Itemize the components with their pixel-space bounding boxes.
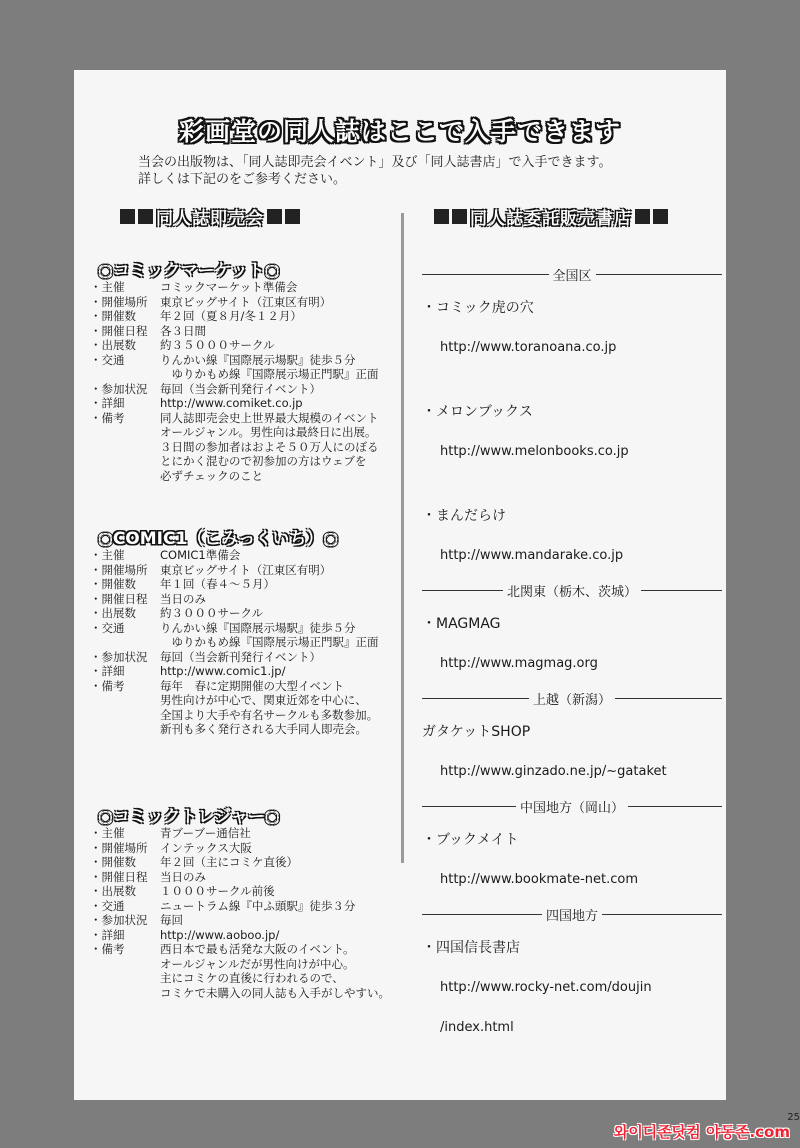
rule-line (641, 590, 722, 591)
heading-square-icon (138, 209, 153, 224)
detail-key: ・開催日程 (90, 323, 148, 338)
event-detail-row (90, 295, 410, 310)
detail-value: http://www.comiket.co.jp (160, 396, 303, 410)
region-label: 北関東（栃木、茨城） (507, 584, 638, 600)
detail-key: ・交通 (90, 352, 125, 367)
detail-key: ・出展数 (90, 606, 136, 620)
detail-value: 約３０００サークル (160, 606, 264, 620)
detail-value: 年１回（春４～５月） (160, 577, 275, 591)
heading-square-icon (285, 209, 300, 224)
region-header (422, 260, 722, 288)
event-detail-row (90, 563, 410, 578)
region-header (422, 792, 722, 820)
detail-value: http://www.aoboo.jp/ (160, 927, 280, 942)
right-heading-text: 同人誌委託販売書店 (470, 209, 632, 229)
store-name: ・コミック虎の穴 (422, 300, 534, 316)
detail-key: ・交通 (90, 898, 125, 913)
detail-key: ・交通 (90, 620, 125, 635)
store-url[interactable]: http://www.magmag.org (440, 656, 598, 671)
detail-key: ・参加状況 (90, 649, 148, 664)
detail-value: 東京ビッグサイト（江東区有明） (160, 562, 332, 577)
detail-value: 毎年 春に定期開催の大型イベント 男性向けが中心で、関東近郊を中心に、 全国より大手や有名サークルも多数参加。 新刊も多く発行される大手同人即売会。 (160, 678, 379, 736)
detail-key: ・開催場所 (90, 562, 148, 577)
event-detail-row (90, 382, 410, 397)
store-url[interactable]: http://www.ginzado.ne.jp/~gataket (440, 764, 667, 779)
event-detail-row (90, 899, 410, 914)
detail-key: ・開催場所 (90, 840, 148, 855)
detail-value: 毎回（当会新刊発行イベント） (160, 649, 321, 664)
detail-key: ・参加状況 (90, 381, 148, 396)
detail-key: ・出展数 (90, 338, 136, 352)
region-header (422, 684, 722, 712)
event-detail-row (90, 324, 410, 339)
detail-key: ・参加状況 (90, 913, 148, 927)
heading-square-icon (267, 209, 282, 224)
detail-value: 毎回 (160, 913, 183, 927)
detail-value: 当日のみ (160, 591, 206, 606)
event-block (90, 256, 410, 483)
region-label: 四国地方 (546, 908, 599, 924)
detail-value: 毎回（当会新刊発行イベント） (160, 381, 321, 396)
heading-square-icon (434, 209, 449, 224)
watermark: 와이디존닷컴 야동존.com (613, 1123, 790, 1141)
event-detail-row (90, 841, 410, 856)
store-name: ガタケットSHOP (422, 724, 531, 740)
event-detail-row (90, 664, 410, 679)
event-detail-row (90, 338, 410, 353)
rule-line (596, 274, 723, 275)
detail-value: 約３５０００サークル (160, 338, 275, 352)
event-detail-row (90, 679, 410, 737)
spacer (422, 368, 722, 392)
store-name: ・MAGMAG (422, 616, 501, 632)
detail-key: ・詳細 (90, 664, 125, 678)
intro-text (138, 154, 698, 188)
detail-value: 年２回（主にコミケ直後） (160, 855, 298, 869)
detail-value: りんかい線『国際展示場駅』徒歩５分 ゆりかもめ線『国際展示場正門駅』正面 (160, 620, 379, 649)
detail-key: ・主催 (90, 548, 125, 562)
intro-line-1: 当会の出版物は、「同人誌即売会イベント」及び「同人誌書店」で入手できます。 (138, 155, 612, 170)
event-detail-row (90, 650, 410, 665)
event-title: ○コミックトレジャー○ (98, 807, 280, 827)
store-name: ・まんだらけ (422, 508, 506, 524)
event-detail-row (90, 855, 410, 870)
detail-key: ・備考 (90, 410, 125, 425)
event-detail-row (90, 606, 410, 621)
region-label: 上越（新潟） (533, 692, 612, 708)
store-url[interactable]: http://www.bookmate-net.com (440, 872, 638, 887)
rule-line (615, 698, 722, 699)
rule-line (602, 914, 722, 915)
detail-key: ・詳細 (90, 927, 125, 942)
detail-value: COMIC1準備会 (160, 548, 241, 562)
event-detail-row (90, 928, 410, 943)
event-detail-row (90, 396, 410, 411)
detail-value: １０００サークル前後 (160, 884, 275, 898)
detail-key: ・開催数 (90, 577, 136, 591)
heading-square-icon (653, 209, 668, 224)
region-header (422, 900, 722, 928)
detail-key: ・開催日程 (90, 591, 148, 606)
event-detail-row (90, 280, 410, 295)
event-detail-row (90, 870, 410, 885)
detail-key: ・開催場所 (90, 294, 148, 309)
region-label: 全国区 (552, 268, 592, 284)
detail-key: ・主催 (90, 826, 125, 840)
event-detail-row (90, 548, 410, 563)
detail-key: ・開催数 (90, 855, 136, 869)
detail-value: りんかい線『国際展示場駅』徒歩５分 ゆりかもめ線『国際展示場正門駅』正面 (160, 352, 379, 381)
detail-value: 年２回（夏８月/冬１２月） (160, 309, 302, 323)
detail-value: http://www.comic1.jp/ (160, 664, 286, 678)
detail-value: ニュートラム線『中ふ頭駅』徒歩３分 (160, 898, 356, 913)
rule-line (422, 274, 549, 275)
detail-value: 東京ビッグサイト（江東区有明） (160, 294, 332, 309)
page-title: 彩画堂の同人誌はここで入手できます (178, 117, 621, 146)
detail-key: ・備考 (90, 678, 125, 693)
region-header (422, 576, 722, 604)
detail-value: インテックス大阪 (160, 840, 252, 855)
store-url[interactable]: http://www.rocky-net.com/doujin (440, 980, 652, 995)
store-url[interactable]: http://www.melonbooks.co.jp (440, 444, 629, 459)
detail-value: 西日本で最も活発な大阪のイベント。 オールジャンルだが男性向けが中心。 主にコミケの直後に行われるので、 コミケで未購入の同人誌も入手がしやすい。 (160, 942, 390, 1000)
store-name: ・四国信長書店 (422, 940, 520, 956)
detail-value: 当日のみ (160, 869, 206, 884)
detail-key: ・主催 (90, 280, 125, 294)
detail-key: ・詳細 (90, 396, 125, 410)
store-name: ・ブックメイト (422, 832, 519, 848)
rule-line (422, 698, 529, 699)
event-detail-row (90, 592, 410, 607)
event-detail-row (90, 309, 410, 324)
rule-line (628, 806, 722, 807)
store-url[interactable]: http://www.mandarake.co.jp (440, 548, 624, 563)
detail-value: 同人誌即売会史上世界最大規模のイベント オールジャンル。男性向は最終日に出展。 ３日間の参加者はおよそ５０万人にのぼる とにかく混むので初参加の方はウェブを 必ずチェックのこと (160, 410, 379, 483)
detail-key: ・出展数 (90, 884, 136, 898)
event-detail-row (90, 826, 410, 841)
store-list (422, 260, 722, 1048)
page-number: 25 (787, 1112, 800, 1123)
event-detail-row (90, 942, 410, 1000)
heading-square-icon (452, 209, 467, 224)
spacer (422, 472, 722, 496)
left-heading-text: 同人誌即売会 (156, 209, 264, 229)
event-block (90, 802, 410, 1000)
event-detail-row (90, 353, 410, 382)
event-detail-row (90, 411, 410, 484)
store-url[interactable]: http://www.toranoana.co.jp (440, 340, 617, 355)
rule-line (422, 806, 516, 807)
rule-line (422, 914, 542, 915)
heading-square-icon (635, 209, 650, 224)
detail-value: コミックマーケット準備会 (160, 280, 298, 294)
heading-square-icon (120, 209, 135, 224)
event-title: ○COMIC1（こみっくいち）○ (98, 529, 339, 549)
document-page (74, 70, 726, 1100)
detail-value: 各３日間 (160, 323, 206, 338)
detail-key: ・備考 (90, 942, 125, 956)
detail-key: ・開催日程 (90, 869, 148, 884)
event-detail-row (90, 913, 410, 928)
right-column-heading (434, 204, 668, 229)
rule-line (422, 590, 503, 591)
event-block (90, 524, 410, 737)
region-label: 中国地方（岡山） (520, 800, 625, 816)
event-detail-row (90, 621, 410, 650)
event-detail-row (90, 577, 410, 592)
left-column-heading (120, 204, 300, 229)
detail-value: 青ブーブー通信社 (160, 826, 251, 840)
store-url[interactable]: /index.html (440, 1020, 514, 1035)
event-detail-row (90, 884, 410, 899)
detail-key: ・開催数 (90, 309, 136, 323)
intro-line-2: 詳しくは下記のをご参考ください。 (138, 172, 347, 187)
event-title: ○コミックマーケット○ (98, 261, 280, 281)
store-name: ・メロンブックス (422, 404, 533, 420)
